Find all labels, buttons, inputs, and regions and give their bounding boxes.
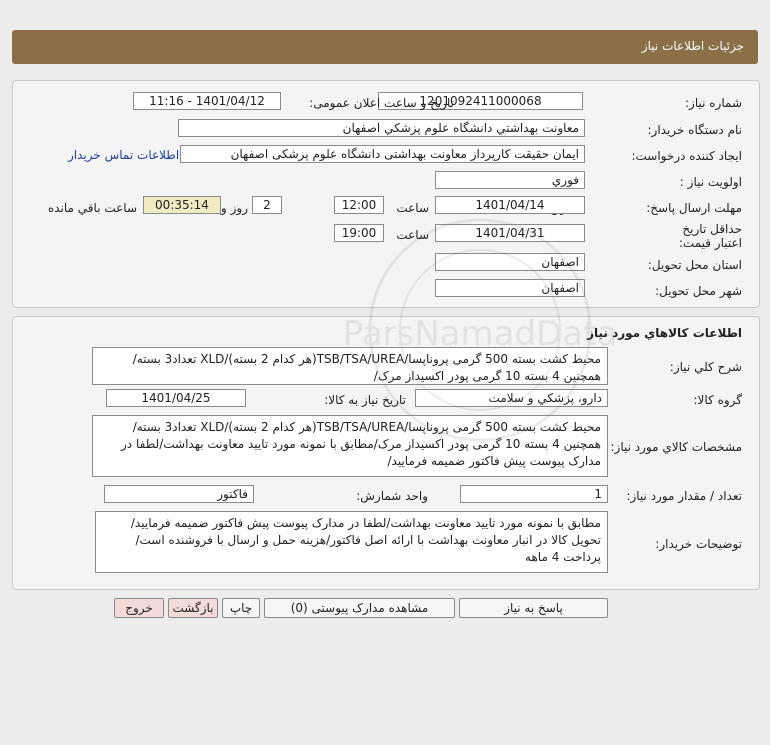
- announce-label: تاریخ و ساعت اعلان عمومی:: [309, 96, 454, 110]
- buyer-org-label: نام دستگاه خریدار:: [647, 123, 742, 137]
- delivery-province-field: اصفهان: [435, 253, 585, 271]
- delivery-city-field: اصفهان: [435, 279, 585, 297]
- exit-button[interactable]: خروج: [114, 598, 164, 618]
- deadline-time-label: ساعت: [396, 201, 429, 215]
- buyer-notes-field: مطابق با نمونه مورد تایید معاونت بهداشت/لطفا در مدارک پیوست پیش فاکتور ضمیمه فرمایید/تحویل کالا در انبار معاونت بهداشت با ارائه اصل فاکتور/هزینه حمل و ارسال با فروشنده است/پرداخت 4 ماهه: [95, 511, 608, 573]
- buyer-notes-label: توضیحات خریدار:: [655, 537, 742, 551]
- goods-section-title: اطلاعات کالاهاي مورد نياز: [587, 326, 742, 340]
- need-date-field: 1401/04/25: [106, 389, 246, 407]
- summary-field: محیط کشت بسته 500 گرمی پروناپسا/TSB/TSA/UREA(هر کدام 2 بسته)/XLD تعداد3 بسته/همچنین 4 بسته 10 گرمی پودر اکسیداز مرک/: [92, 347, 608, 385]
- delivery-province-label: استان محل تحویل:: [647, 258, 742, 272]
- page-title: جزئیات اطلاعات نیاز: [641, 39, 744, 53]
- unit-field: فاکتور: [104, 485, 254, 503]
- page-header: [12, 30, 758, 64]
- back-button[interactable]: بازگشت: [168, 598, 218, 618]
- deadline-label: مهلت ارسال پاسخ:: [646, 201, 742, 215]
- priority-label: اولویت نیاز :: [679, 175, 742, 189]
- specs-label: مشخصات کالاي مورد نياز:: [610, 440, 742, 454]
- print-button[interactable]: چاپ: [222, 598, 260, 618]
- summary-label: شرح کلي نياز:: [669, 360, 742, 374]
- validity-time-field: 19:00: [334, 224, 384, 242]
- remaining-time-field: 00:35:14: [143, 196, 221, 214]
- need-number-field: 1201092411000068: [378, 92, 583, 110]
- validity-date-field: 1401/04/31: [435, 224, 585, 242]
- validity-time-label: ساعت: [396, 228, 429, 242]
- group-field: دارو، پزشكي و سلامت: [415, 389, 608, 407]
- priority-field: فوري: [435, 171, 585, 189]
- creator-field: ایمان حقیقت کارپرداز معاونت بهداشتی دانشگاه علوم پزشکی اصفهان: [180, 145, 585, 163]
- remaining-label: ساعت باقي مانده: [47, 201, 137, 215]
- need-details-panel: [12, 80, 760, 308]
- need-date-label: تاریخ نیاز به کالا:: [324, 393, 406, 407]
- unit-label: واحد شمارش:: [356, 489, 428, 503]
- qty-label: تعداد / مقدار مورد نیاز:: [626, 489, 742, 503]
- days-label: روز و: [221, 201, 248, 215]
- buyer-org-field: معاونت بهداشتي دانشگاه علوم پزشكي اصفهان: [178, 119, 585, 137]
- creator-label: ایجاد کننده درخواست:: [631, 149, 742, 163]
- deadline-date-field: 1401/04/14: [435, 196, 585, 214]
- view-attachments-button[interactable]: مشاهده مدارک پیوستی (0): [264, 598, 455, 618]
- qty-field: 1: [460, 485, 608, 503]
- specs-field: محیط کشت بسته 500 گرمی پروناپسا/TSB/TSA/UREA(هر کدام 2 بسته)/XLD تعداد3 بسته/همچنین 4 بسته 10 گرمی پودر اکسیداز مرک/مطابق با نمونه مورد تایید معاونت بهداشت/لطفا در مدارک پیوست پیش فاکتور ضمیمه فرمایید/: [92, 415, 608, 477]
- deadline-time-field: 12:00: [334, 196, 384, 214]
- contact-buyer-link[interactable]: اطلاعات تماس خریدار: [68, 148, 180, 162]
- need-number-label: شماره نیاز:: [685, 96, 742, 110]
- validity-label: حداقل تاریخ اعتبار قیمت:: [678, 222, 742, 250]
- days-field: 2: [252, 196, 282, 214]
- announce-field: 1401/04/12 - 11:16: [133, 92, 281, 110]
- group-label: گروه کالا:: [693, 393, 742, 407]
- reply-button[interactable]: پاسخ به نیاز: [459, 598, 608, 618]
- delivery-city-label: شهر محل تحویل:: [655, 284, 742, 298]
